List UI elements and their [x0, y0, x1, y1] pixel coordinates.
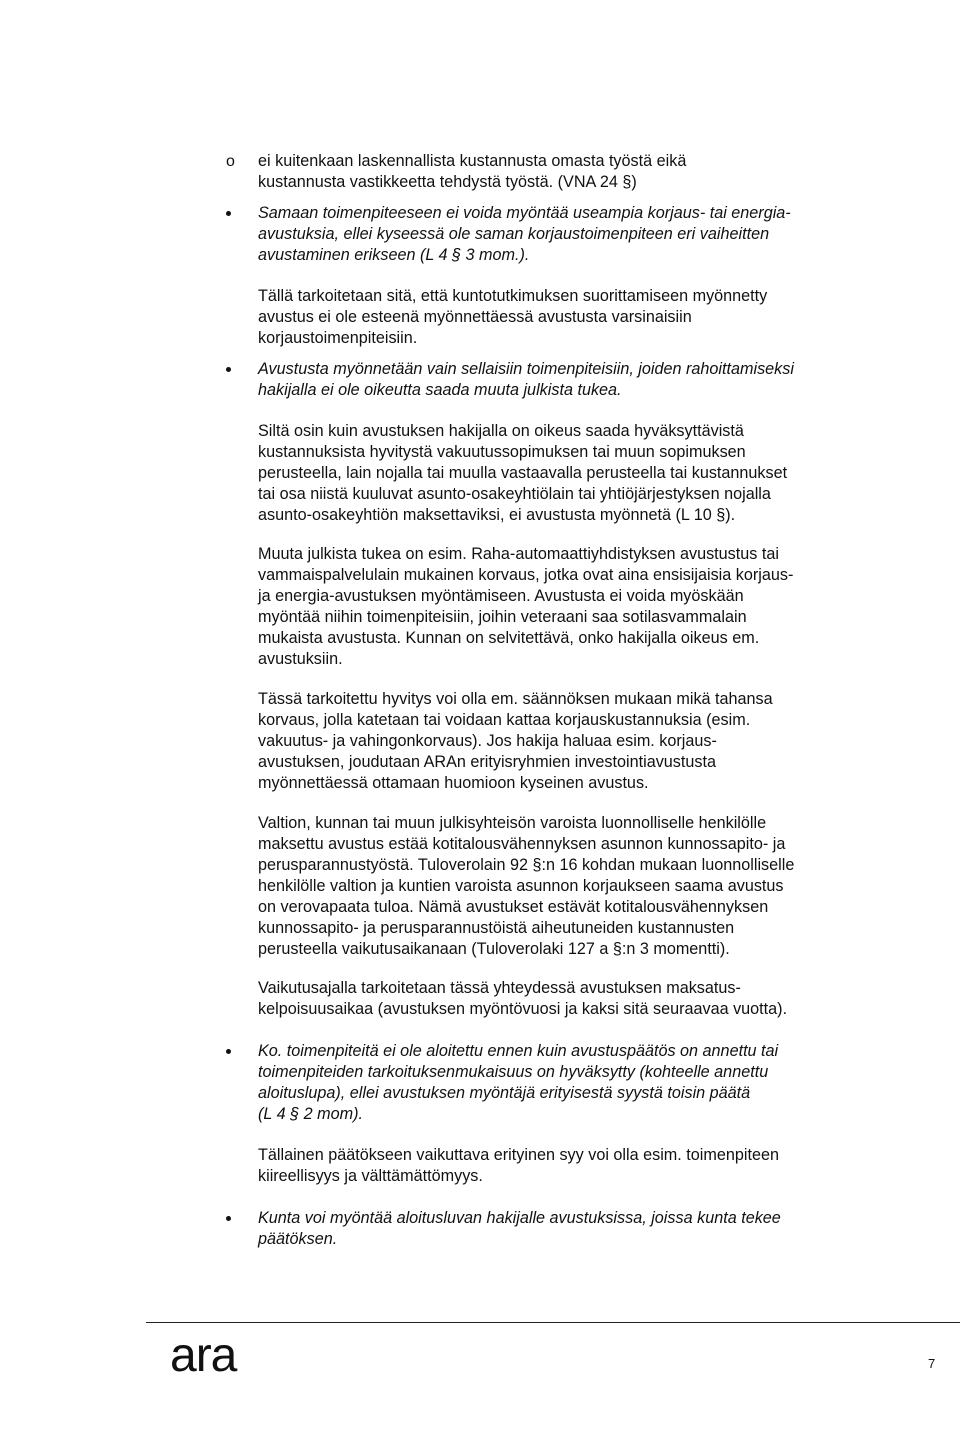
paragraph-3	[258, 544, 858, 670]
text-line: toimenpiteiden tarkoituksenmukaisuus on hyväksytty (kohteelle annettu	[258, 1063, 769, 1081]
text-line: Siltä osin kuin avustuksen hakijalla on oikeus saada hyväksyttävistä	[258, 422, 744, 440]
text-line: henkilölle valtion ja kuntien varoista asunnon korjaukseen saama avustus	[258, 877, 784, 895]
text-line: mukaista avustusta. Kunnan on selvitettävä, onko hakijalla oikeus em.	[258, 629, 760, 647]
text-line: perusteella vaikutusaikanaan (Tuloverolaki 127 a §:n 3 momentti).	[258, 940, 730, 958]
text-line: päätöksen.	[258, 1230, 338, 1248]
list-item-o	[258, 151, 858, 193]
text-line: Kunta voi myöntää aloitusluvan hakijalle avustuksissa, joissa kunta tekee	[258, 1209, 781, 1227]
paragraph-7	[258, 1145, 858, 1187]
text-line: avustuksia, ellei kyseessä ole saman korjaustoimenpiteen eri vaiheitten	[258, 225, 770, 243]
text-line: avustaminen erikseen (L 4 § 3 mom.).	[258, 246, 530, 264]
text-line: Tällainen päätökseen vaikuttava erityinen syy voi olla esim. toimenpiteen	[258, 1146, 779, 1164]
bullet-item-3	[258, 1041, 858, 1125]
bullet-item-4	[258, 1208, 858, 1250]
text-line: on verovapaata tuloa. Nämä avustukset estävät kotitalousvähennyksen	[258, 898, 769, 916]
text-line: kustannuksista hyvitystä vakuutussopimuksen tai muun sopimuksen	[258, 443, 746, 461]
text-line: Samaan toimenpiteeseen ei voida myöntää useampia korjaus- tai energia-	[258, 204, 791, 222]
text-line: kunnossapito- ja perusparannustöistä aiheutuneiden kustannusten	[258, 919, 735, 937]
text-line: asunto-osakeyhtiön maksettaviksi, ei avustusta myönnetä (L 10 §).	[258, 506, 736, 524]
text-line: korvaus, jolla katetaan tai voidaan kattaa korjauskustannuksia (esim.	[258, 711, 751, 729]
text-line: kustannusta vastikkeetta tehdystä työstä. (VNA 24 §)	[258, 173, 637, 191]
text-line: maksettu avustus estää kotitalousvähennyksen asunnon kunnossapito- ja	[258, 835, 786, 853]
text-line: avustuksen, joudutaan ARAn erityisryhmien investointiavustusta	[258, 753, 716, 771]
bullet-icon	[226, 1216, 231, 1221]
text-line: aloituslupa), ellei avustuksen myöntäjä erityisestä syystä toisin päätä	[258, 1084, 751, 1102]
text-line: hakijalla ei ole oikeutta saada muuta julkista tukea.	[258, 381, 622, 399]
text-line: Valtion, kunnan tai muun julkisyhteisön varoista luonnolliselle henkilölle	[258, 814, 767, 832]
page-number: 7	[928, 1356, 936, 1371]
text-line: Vaikutusajalla tarkoitetaan tässä yhteydessä avustuksen maksatus-	[258, 979, 741, 997]
text-line: (L 4 § 2 mom).	[258, 1105, 363, 1123]
text-line: Tässä tarkoitettu hyvitys voi olla em. säännöksen mukaan mikä tahansa	[258, 690, 773, 708]
text-line: perusteella, lain nojalla tai muulla vastaavalla perusteella tai kustannukset	[258, 464, 788, 482]
ara-logo: ara	[170, 1329, 237, 1382]
text-line: ja energia-avustuksen myöntämiseen. Avustusta ei voida myöskään	[258, 587, 744, 605]
text-line: avustus ei ole esteenä myönnettäessä avustusta varsinaisiin	[258, 308, 692, 326]
list-marker-circle: o	[226, 153, 235, 170]
footer-divider	[146, 1322, 960, 1323]
text-line: myönnettäessä ottamaan huomioon kyseinen avustus.	[258, 774, 649, 792]
text-line: Ko. toimenpiteitä ei ole aloitettu ennen kuin avustuspäätös on annettu tai	[258, 1042, 779, 1060]
text-line: kiireellisyys ja välttämättömyys.	[258, 1167, 483, 1185]
paragraph-4	[258, 689, 858, 794]
paragraph-5	[258, 813, 858, 960]
bullet-item-1	[258, 203, 858, 266]
bullet-icon	[226, 1049, 231, 1054]
text-line: ei kuitenkaan laskennallista kustannusta omasta työstä eikä	[258, 152, 687, 170]
text-line: tai osa niistä kuuluvat asunto-osakeyhtiölain tai yhtiöjärjestyksen nojalla	[258, 485, 771, 503]
text-line: myöntää niihin toimenpiteisiin, joihin veteraani saa sotilasvammalain	[258, 608, 747, 626]
text-line: kelpoisuusaikaa (avustuksen myöntövuosi ja kaksi sitä seuraavaa vuotta).	[258, 1000, 788, 1018]
text-line: korjaustoimenpiteisiin.	[258, 329, 418, 347]
text-line: avustuksiin.	[258, 650, 343, 668]
paragraph-6	[258, 978, 858, 1020]
text-line: vammaispalvelulain mukainen korvaus, jotka ovat aina ensisijaisia korjaus-	[258, 566, 794, 584]
bullet-icon	[226, 211, 231, 216]
bullet-item-2	[258, 359, 858, 401]
bullet-icon	[226, 367, 231, 372]
text-line: vakuutus- ja vahingonkorvaus). Jos hakija haluaa esim. korjaus-	[258, 732, 717, 750]
text-line: Avustusta myönnetään vain sellaisiin toimenpiteisiin, joiden rahoittamiseksi	[258, 360, 794, 378]
paragraph-2	[258, 421, 858, 526]
text-line: Tällä tarkoitetaan sitä, että kuntotutkimuksen suorittamiseen myönnetty	[258, 287, 768, 305]
text-line: Muuta julkista tukea on esim. Raha-automaattiyhdistyksen avustustus tai	[258, 545, 779, 563]
paragraph-1	[258, 286, 858, 349]
text-line: perusparannustyöstä. Tuloverolain 92 §:n 16 kohdan mukaan luonnolliselle	[258, 856, 795, 874]
